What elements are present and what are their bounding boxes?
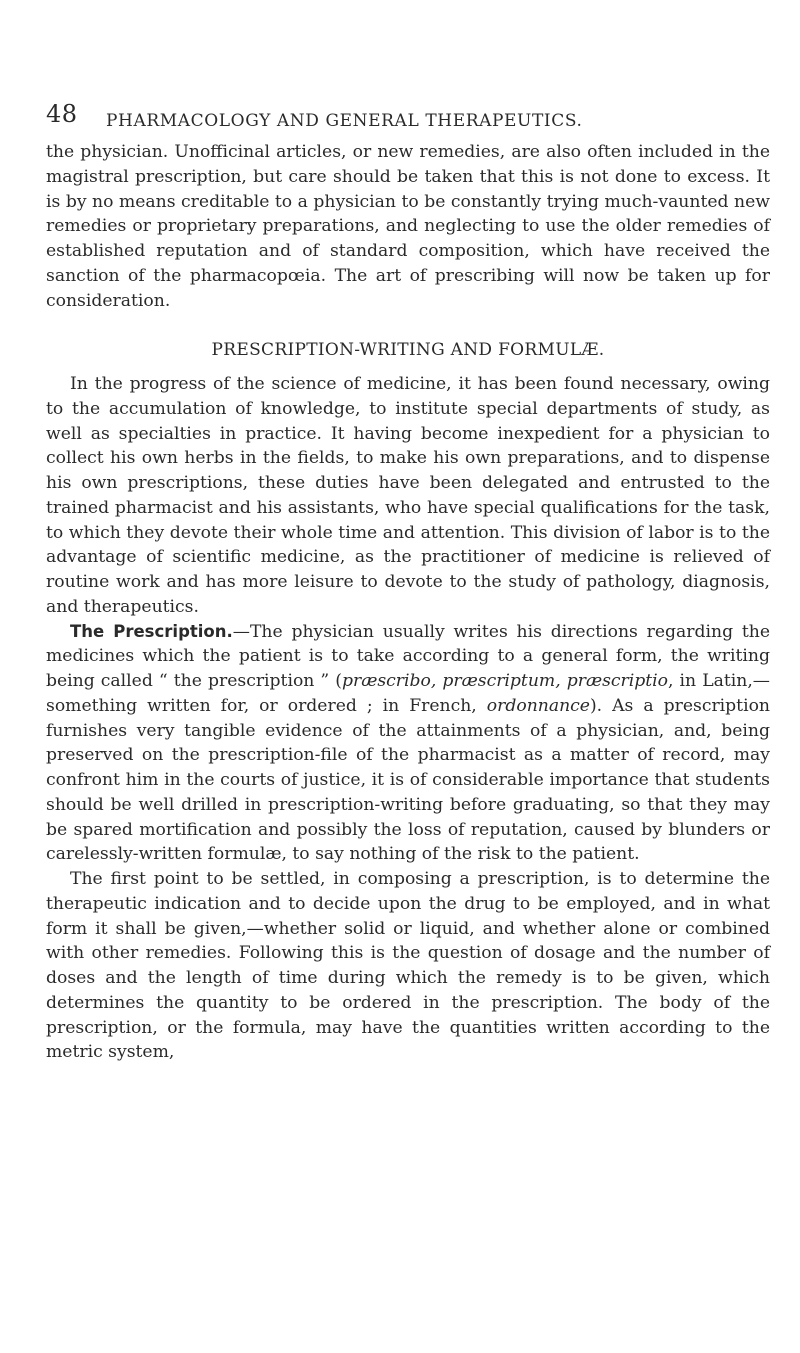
paragraph-text: , in Latin,—something written for, or ordered ; in French,	[46, 671, 770, 716]
section-heading: PRESCRIPTION-WRITING AND FORMULÆ.	[211, 340, 605, 361]
body-text	[46, 140, 770, 1065]
book-page	[46, 0, 770, 1063]
paragraph-text: —The physician usually writes his directions regarding the medicines which the patient is to take according to a general form, the writing being called “ the prescription ” (	[46, 621, 770, 691]
paragraph-continuation: the physician. Unofficinal articles, or new remedies, are also often included in the magistral prescription, but care should be taken that this is not done to excess. It is by no means creditable to a physician to be constantly trying much-vaunted new remedies or proprietary preparations, and neglecting to use the older remedies of established reputation and of standard composition, which have received the sanction of the pharmacopœia. The art of prescribing will now be taken up for consideration.	[46, 142, 770, 311]
paragraph-first-point: The first point to be settled, in composing a prescription, is to determine the therapeutic indication and to decide upon the drug to be employed, and in what form it shall be given,—whether solid or liquid, and whether alone or combined with other remedies. Following this is the question of dosage and the number of doses and the length of time during which the remedy is to be given, which determines the quantity to be ordered in the prescription. The body of the prescription, or the formula, may have the quantities written according to the metric system,	[46, 869, 770, 1063]
page-number: 48	[46, 100, 78, 128]
latin-terms: præscribo, præscriptum, præscriptio	[341, 671, 669, 691]
running-title: PHARMACOLOGY AND GENERAL THERAPEUTICS.	[106, 111, 583, 131]
paragraph-prescription	[46, 620, 770, 868]
french-term: ordonnance	[486, 695, 590, 716]
running-head	[46, 0, 770, 131]
paragraph-text: ). As a prescription furnishes very tangible evidence of the attainments of a physician, and, being preserved on the prescription-file of the pharmacist as a matter of record, may confront him in the courts of justice, it is of considerable importance that students should be well drilled in prescription-writing before graduating, so that they may be spared mortification and possibly the loss of reputation, caused by blunders or carelessly-written formulæ, to say nothing of the risk to the patient.	[46, 695, 770, 865]
paragraph-progress: In the progress of the science of medicine, it has been found necessary, owing to the accumulation of knowledge, to institute special departments of study, as well as specialties in practice. It having become inexpedient for a physician to collect his own herbs in the fields, to make his own preparations, and to dispense his own prescriptions, these duties have been delegated and entrusted to the trained pharmacist and his assistants, who have special qualifications for the task, to which they devote their whole time and attention. This division of labor is to the advantage of scientific medicine, as the practitioner of medicine is relieved of routine work and has more leisure to devote to the study of pathology, diagnosis, and therapeutics.	[46, 374, 770, 617]
run-in-heading: The Prescription.	[70, 621, 233, 641]
